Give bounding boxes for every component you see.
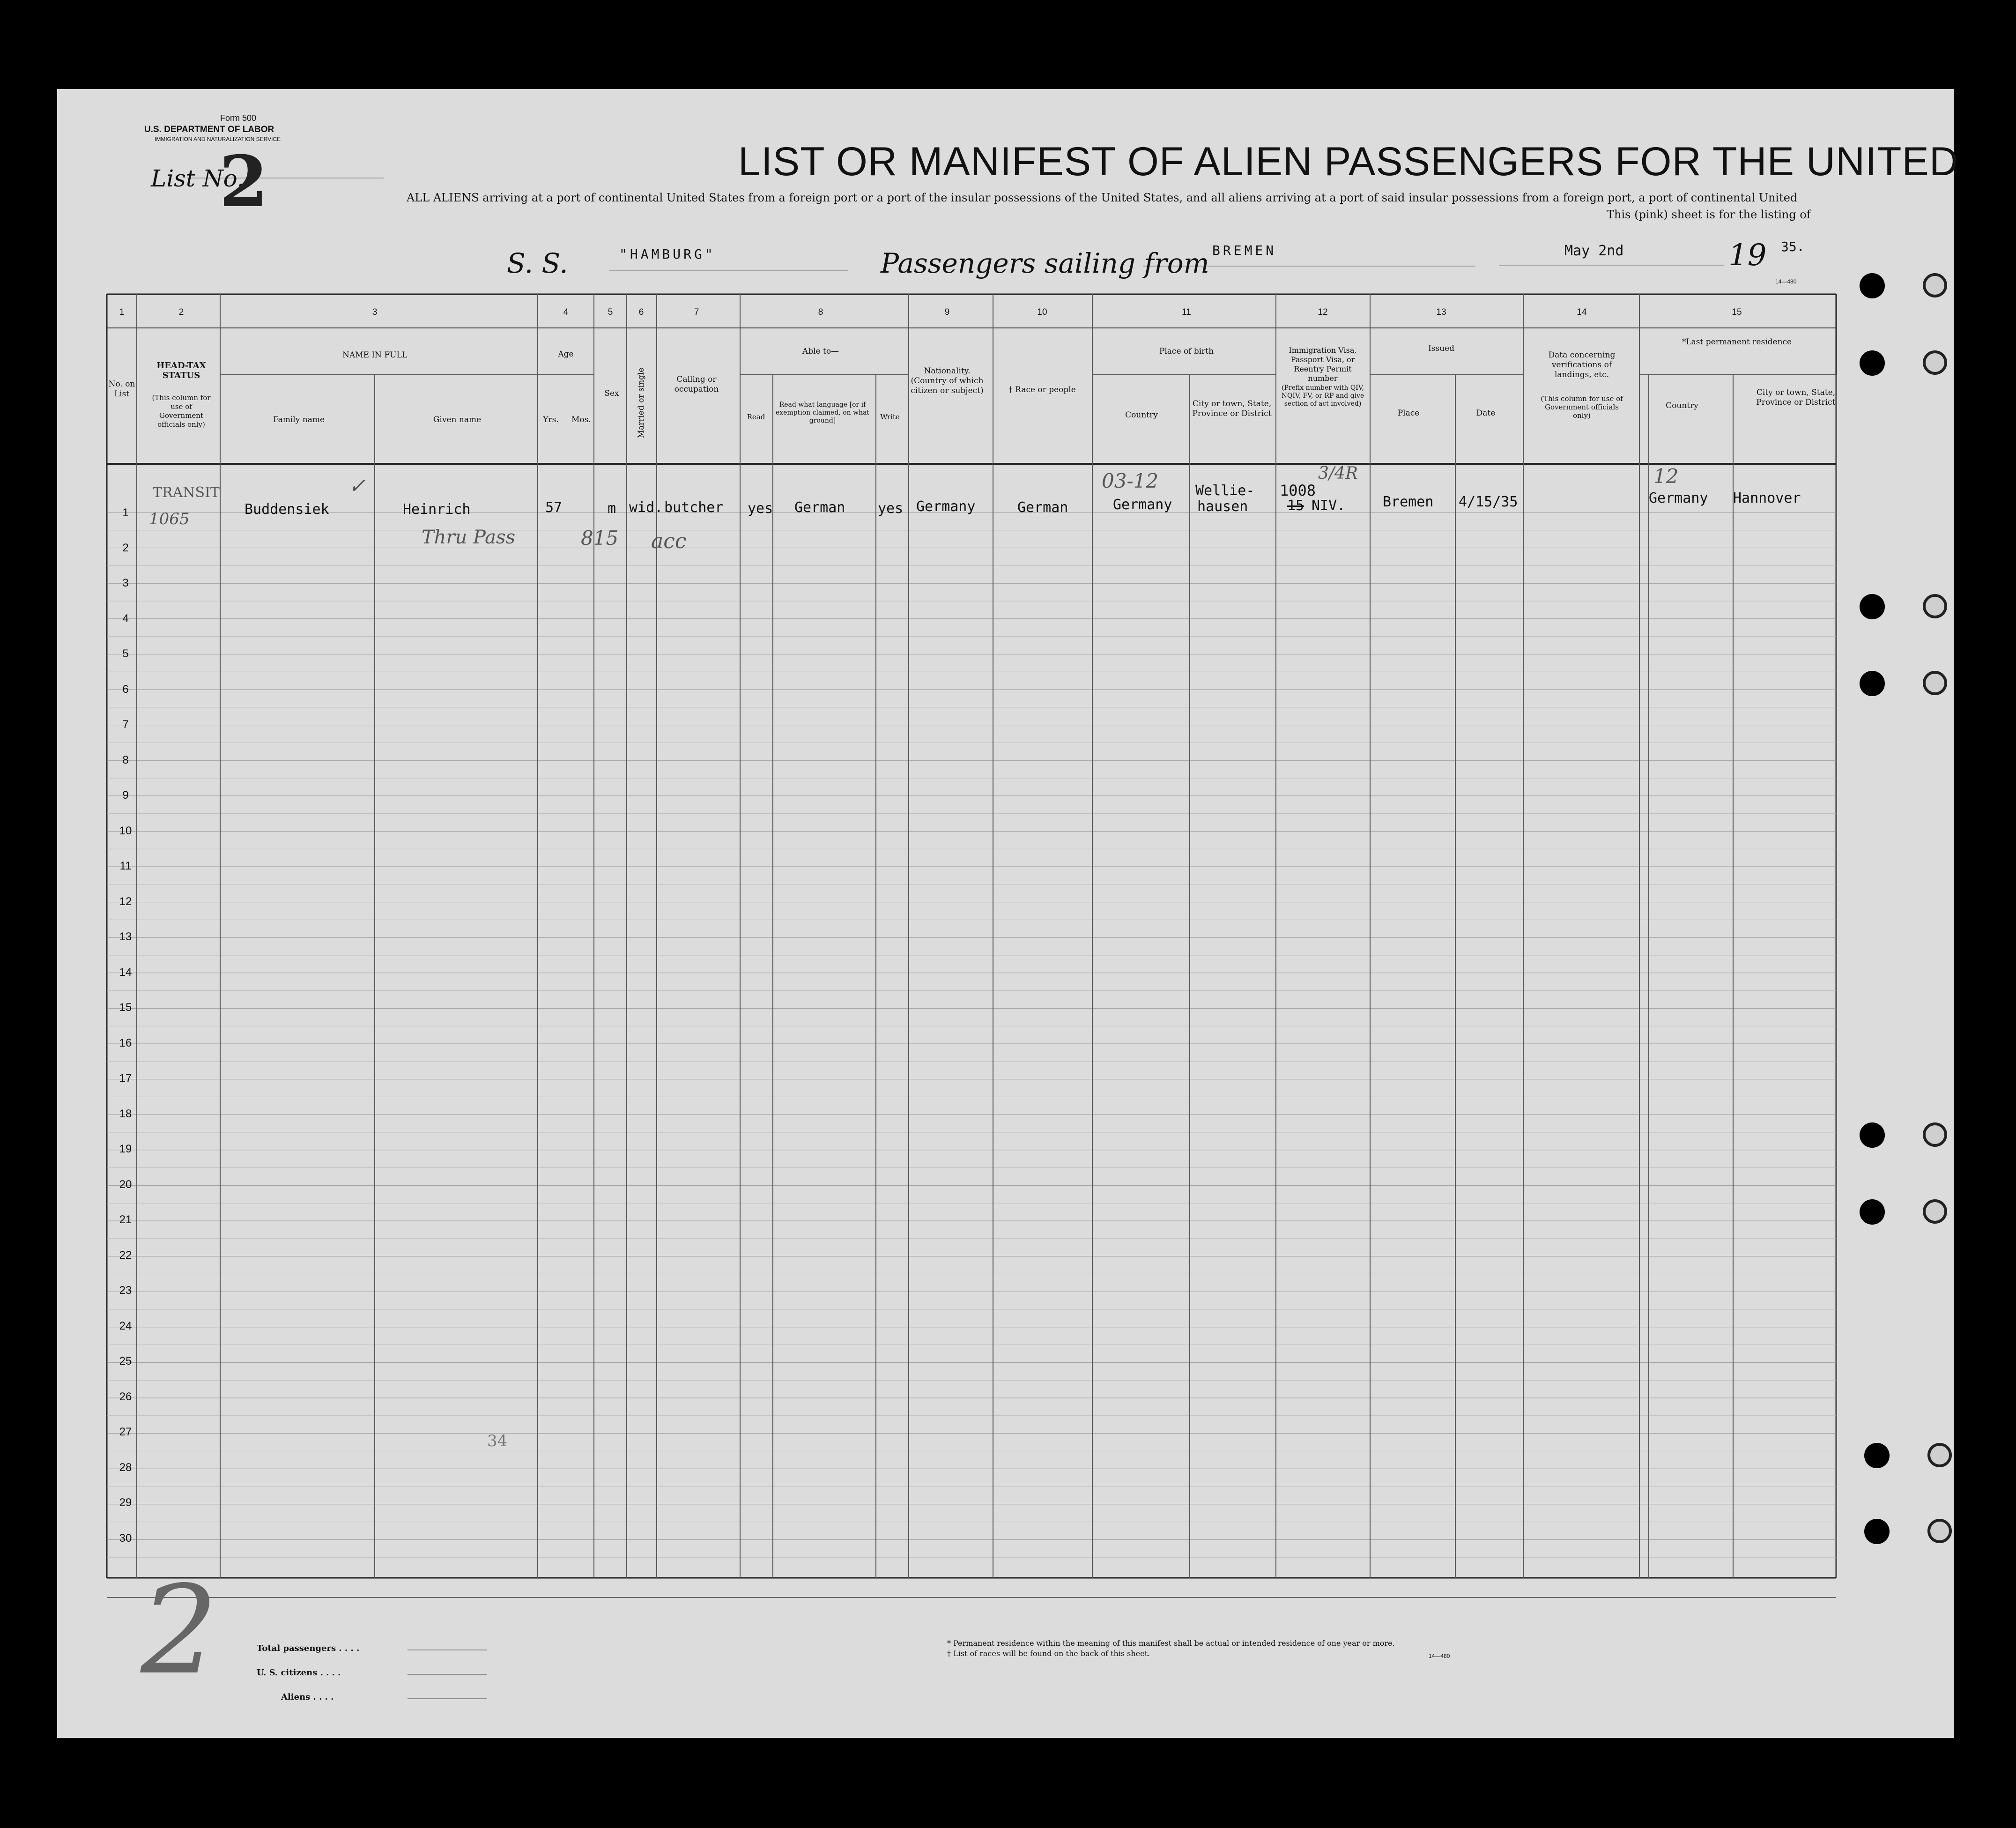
list-number-handwritten: 2 — [141, 1560, 218, 1702]
list-label: List No. — [151, 165, 245, 192]
colnum-14: 14 — [1577, 307, 1587, 317]
row-number: 19 — [119, 1143, 132, 1155]
row-number: 24 — [119, 1320, 132, 1332]
colnum-15: 15 — [1732, 307, 1742, 317]
row-number: 23 — [119, 1284, 132, 1297]
total-passengers-label: Total passengers . . . . — [257, 1643, 360, 1653]
punch-hole-icon — [1860, 1122, 1885, 1148]
service: IMMIGRATION AND NATURALIZATION SERVICE — [155, 136, 281, 142]
punch-hole-icon — [1860, 1199, 1885, 1225]
given-name: Heinrich — [403, 501, 471, 518]
hdr-issued-date: Date — [1476, 409, 1496, 418]
residence-country: Germany — [1649, 490, 1708, 506]
colnum-2: 2 — [178, 307, 184, 317]
row-number: 11 — [119, 860, 132, 872]
visa-type: NIV. — [1312, 498, 1346, 514]
row-number: 4 — [122, 612, 129, 625]
race: German — [1017, 499, 1068, 516]
row-number: 16 — [119, 1037, 132, 1049]
colnum-12: 12 — [1318, 307, 1328, 317]
colnum-11: 11 — [1182, 307, 1191, 317]
head-tax-status: TRANSIT — [153, 484, 220, 501]
hdr-calling: Calling or occupation — [674, 375, 719, 394]
hdr-last-residence: *Last permanent residence — [1682, 337, 1792, 347]
colnum-6: 6 — [638, 307, 644, 317]
residence-city: Hannover — [1733, 490, 1801, 506]
port-of-departure: BREMEN — [1212, 243, 1277, 258]
row-number: 30 — [119, 1532, 132, 1545]
hdr-head-tax-note: (This column for use of Government officials only) — [152, 394, 211, 429]
row-number: 3 — [122, 577, 129, 589]
manifest-title: LIST OR MANIFEST OF ALIEN PASSENGERS FOR THE UNITED — [738, 139, 1959, 184]
punch-hole-icon — [1927, 1443, 1952, 1467]
head-tax-number: 1065 — [149, 510, 190, 528]
punch-hole-icon — [1864, 1443, 1890, 1468]
row-number: 22 — [119, 1249, 132, 1262]
row-number: 8 — [122, 754, 129, 766]
row-number: 13 — [119, 930, 132, 943]
birth-city-line1: Wellie- — [1195, 483, 1255, 499]
birth-code: 03-12 — [1102, 469, 1159, 492]
row-number: 9 — [122, 789, 129, 802]
form-number: Form 500 — [220, 113, 257, 123]
hdr-birth-city: City or town, State, Province or District — [1192, 399, 1272, 418]
us-citizens-label: U. S. citizens . . . . — [257, 1668, 341, 1678]
stamp-number: 34 — [487, 1432, 508, 1450]
instructions-line1: ALL ALIENS arriving at a port of continental United States from a foreign port or a port of the insular possessions of the United States, and all aliens arriving at a port of said insular possessions from a foreign port, a port of continental United — [407, 191, 1798, 204]
row-number: 7 — [122, 718, 129, 731]
hdr-nationality: Nationality. (Country of which citizen or subject) — [911, 366, 984, 395]
hdr-married-or-single: Married or single — [637, 367, 646, 438]
row-number: 20 — [119, 1178, 132, 1191]
hdr-issued-place: Place — [1397, 409, 1420, 418]
colnum-1: 1 — [119, 307, 125, 317]
punch-hole-icon — [1923, 671, 1947, 695]
hdr-visa: Immigration Visa, Passport Visa, or Reentry Permit number — [1289, 346, 1357, 383]
row-number: 10 — [119, 825, 132, 837]
colnum-3: 3 — [372, 307, 378, 317]
hdr-residence-country: Country — [1666, 401, 1698, 410]
hdr-residence-city: City or town, State, Province or District — [1756, 388, 1836, 407]
footnote-races: † List of races will be found on the back of this sheet. — [947, 1649, 1150, 1658]
punch-hole-icon — [1923, 273, 1947, 297]
row2-annotation: Thru Pass — [422, 527, 516, 548]
punch-hole-icon — [1923, 350, 1947, 375]
form-code-top: 14—480 — [1775, 278, 1797, 285]
colnum-9: 9 — [944, 307, 950, 317]
punch-hole-icon — [1860, 671, 1885, 696]
punch-hole-icon — [1860, 350, 1885, 376]
colnum-8: 8 — [818, 307, 823, 317]
can-read: yes — [748, 500, 773, 517]
punch-hole-icon — [1864, 1519, 1890, 1544]
hdr-mos: Mos. — [571, 415, 591, 424]
punch-hole-icon — [1923, 1199, 1947, 1224]
row2-annotation-suffix: acc — [651, 529, 687, 553]
hdr-head-tax: HEAD-TAX STATUS — [156, 361, 206, 380]
list-number: 2 — [219, 141, 268, 223]
form-code-bottom: 14—480 — [1429, 1653, 1450, 1659]
colnum-7: 7 — [694, 307, 699, 317]
colnum-13: 13 — [1436, 307, 1446, 317]
nationality: Germany — [916, 498, 976, 515]
punch-hole-icon — [1860, 594, 1885, 619]
hdr-write: Write — [880, 413, 900, 421]
row-number: 14 — [119, 966, 132, 979]
hdr-read-language: Read what language [or if exemption claimed, on what ground] — [775, 401, 870, 424]
aliens-label: Aliens . . . . — [281, 1692, 334, 1702]
hdr-sex: Sex — [604, 389, 619, 398]
row-number: 18 — [119, 1107, 132, 1120]
hdr-family-name: Family name — [273, 415, 325, 424]
row-number: 26 — [119, 1390, 132, 1403]
punch-hole-icon — [1927, 1519, 1952, 1543]
department: U.S. DEPARTMENT OF LABOR — [144, 125, 274, 134]
punch-hole-icon — [1923, 1122, 1947, 1147]
hdr-landing-data: Data concerning verifications of landings, etc. — [1548, 350, 1616, 379]
hdr-birth-country: Country — [1125, 410, 1158, 420]
occupation: butcher — [664, 499, 724, 516]
checkmark-icon: ✓ — [348, 474, 366, 498]
hdr-race: † Race or people — [1008, 385, 1076, 394]
colnum-4: 4 — [563, 307, 569, 317]
row-number: 29 — [119, 1496, 132, 1509]
row-number: 1 — [122, 506, 129, 519]
year-prefix: 19 — [1728, 238, 1767, 273]
row-number: 25 — [119, 1355, 132, 1367]
hdr-age: Age — [558, 349, 574, 359]
punch-hole-icon — [1923, 594, 1947, 618]
colnum-5: 5 — [608, 307, 613, 317]
hdr-visa-note: (Prefix number with QIV, NQIV, FV, or RP and give section of act involved) — [1281, 384, 1364, 408]
hdr-no-on-list: No. on List — [108, 379, 135, 399]
hdr-read: Read — [747, 413, 765, 421]
read-language: German — [794, 499, 845, 516]
issued-date: 4/15/35 — [1459, 494, 1518, 510]
ship-name: "HAMBURG" — [619, 246, 716, 262]
row-number: 5 — [122, 647, 129, 660]
family-name: Buddensiek — [245, 501, 329, 518]
row-number: 6 — [122, 683, 129, 696]
instructions-line2: This (pink) sheet is for the listing of — [1607, 208, 1811, 221]
can-write: yes — [878, 500, 904, 517]
ss-label: S. S. — [507, 247, 568, 279]
sailing-label: Passengers sailing from — [881, 247, 1209, 279]
row-number: 12 — [119, 895, 132, 908]
row-number: 28 — [119, 1461, 132, 1474]
footnote-residence: * Permanent residence within the meaning of this manifest shall be actual or intended residence of one year or more. — [947, 1639, 1395, 1648]
sailing-date: May 2nd — [1564, 243, 1624, 259]
row2-annotation-code: 815 — [581, 527, 619, 550]
marital-status: wid. — [629, 499, 663, 516]
visa-quota: 15 — [1287, 498, 1304, 514]
birth-country: Germany — [1113, 497, 1172, 513]
hdr-given-name: Given name — [433, 415, 482, 424]
hdr-issued: Issued — [1428, 344, 1455, 353]
issued-place: Bremen — [1383, 494, 1434, 510]
age-years: 57 — [545, 499, 563, 516]
residence-code: 12 — [1653, 465, 1679, 488]
sex: m — [608, 500, 616, 517]
visa-number: 1008 — [1280, 482, 1316, 499]
row-number: 27 — [119, 1426, 132, 1438]
punch-hole-icon — [1860, 273, 1885, 298]
row-number: 2 — [122, 542, 129, 554]
hdr-yrs: Yrs. — [543, 415, 559, 424]
hdr-landing-note: (This column for use of Government officials only) — [1541, 394, 1623, 420]
hdr-place-of-birth: Place of birth — [1159, 347, 1214, 356]
row-number: 15 — [119, 1001, 132, 1014]
colnum-10: 10 — [1037, 307, 1047, 317]
row-number: 21 — [119, 1213, 132, 1226]
year-suffix: 35. — [1781, 239, 1805, 254]
hdr-able-to: Able to— — [802, 347, 839, 356]
row-number: 17 — [119, 1072, 132, 1085]
hdr-name-in-full: NAME IN FULL — [342, 350, 408, 360]
birth-city-line2: hausen — [1197, 498, 1248, 515]
visa-annotation: 3/4R — [1318, 464, 1358, 483]
